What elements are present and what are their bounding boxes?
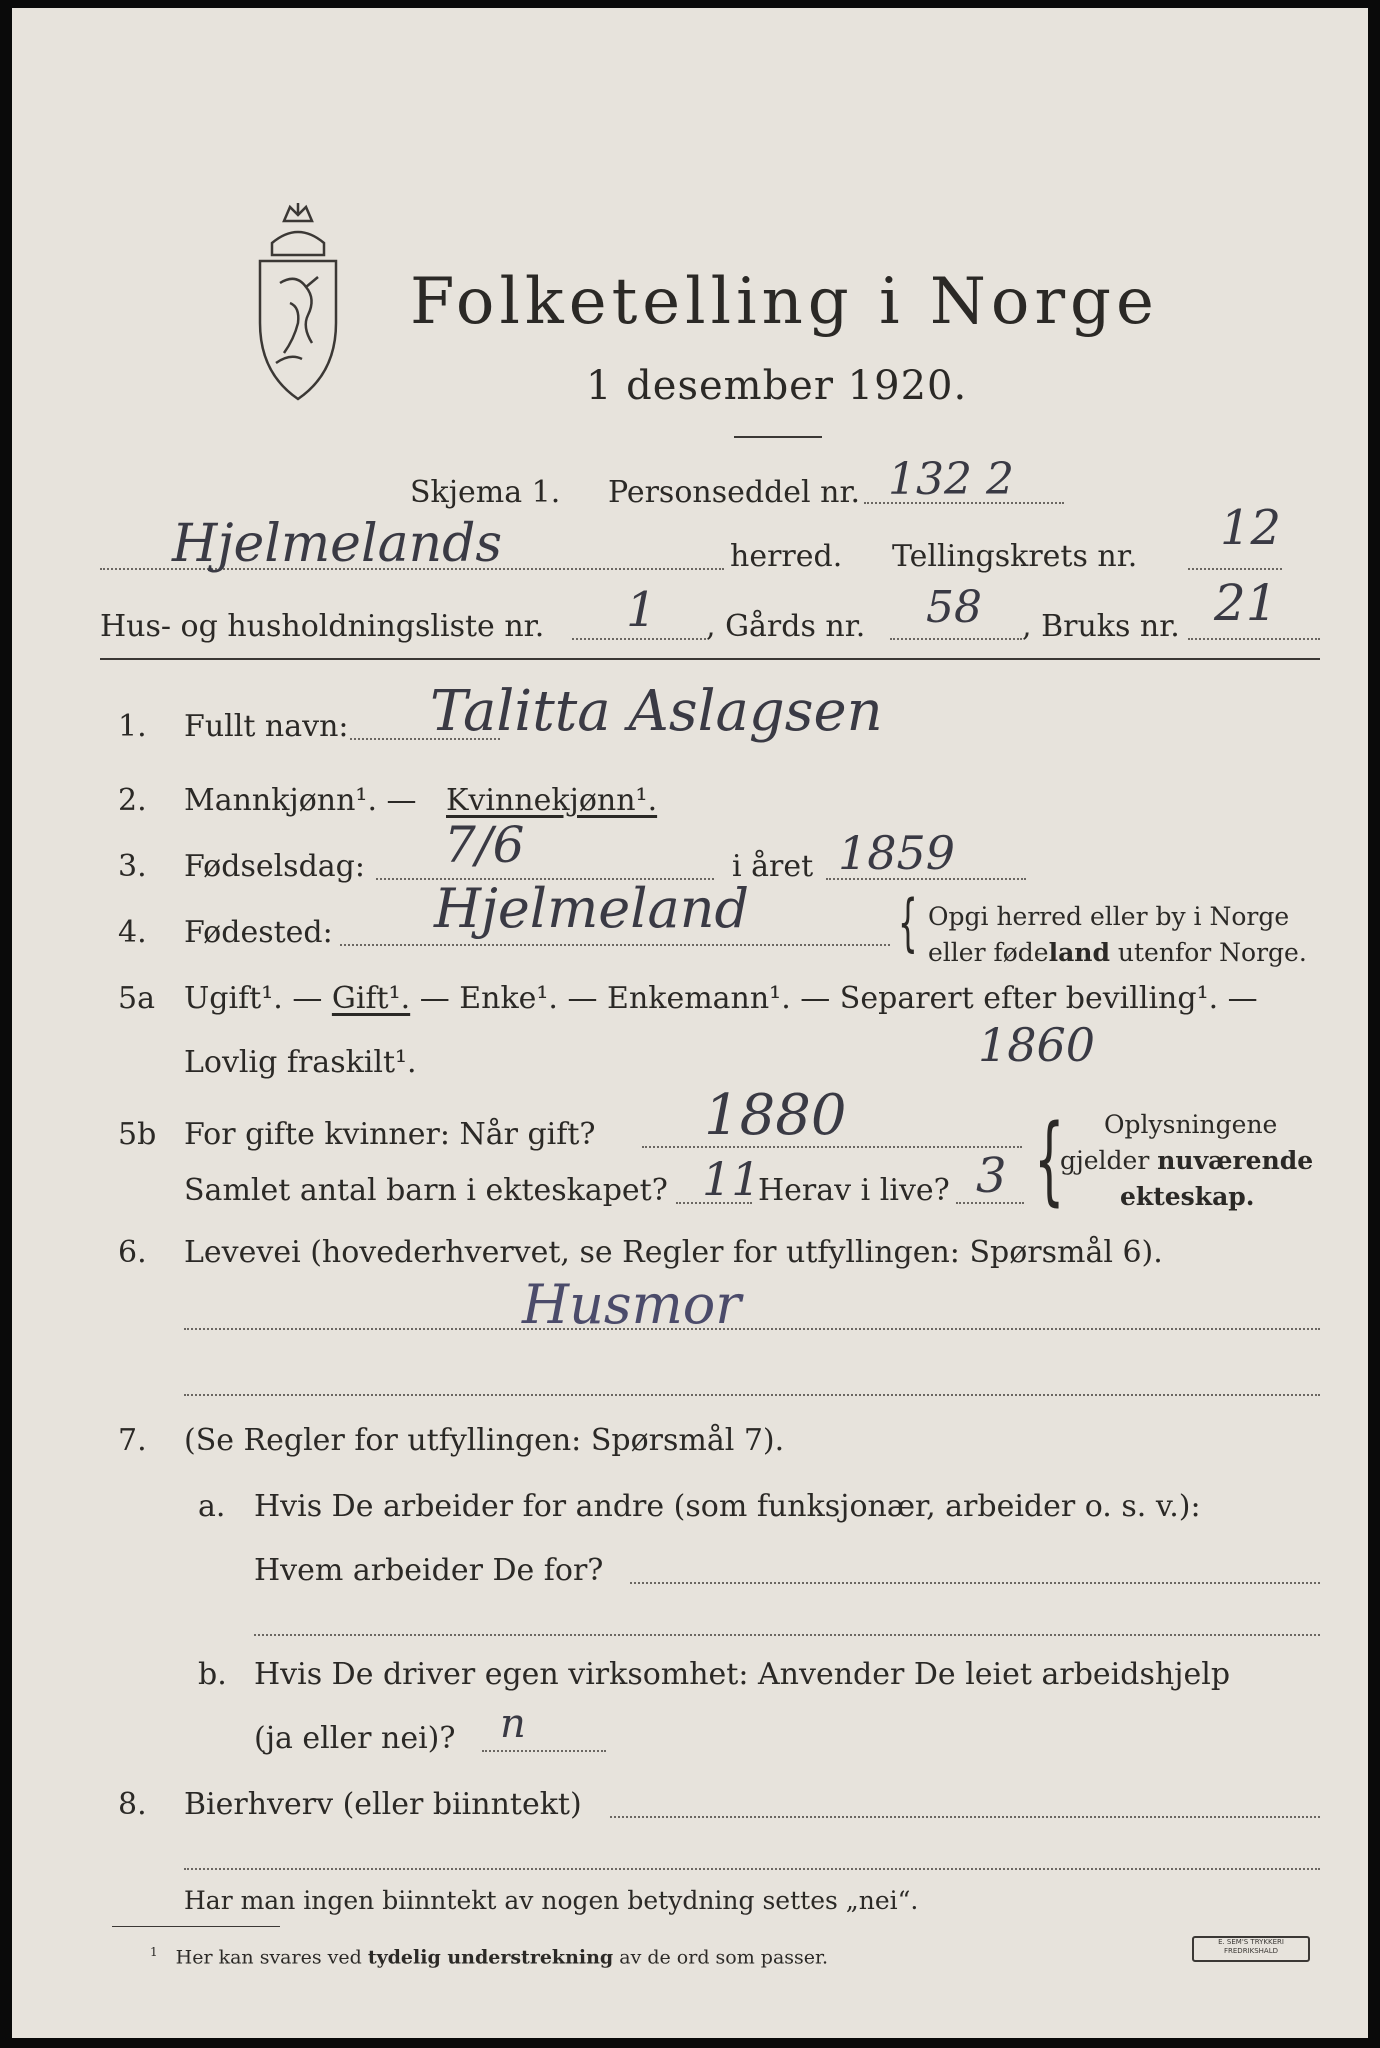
q6-number: 6.	[118, 1235, 147, 1270]
birthday-value: 7/6	[444, 816, 525, 874]
q7a-question: Hvem arbeider De for?	[254, 1553, 604, 1588]
q5a-options: Ugift¹. — Gift¹. — Enke¹. — Enkemann¹. — Separert efter bevilling¹. —	[184, 981, 1258, 1016]
q8-number: 8.	[118, 1787, 147, 1822]
census-form-sheet	[12, 8, 1368, 2038]
gards-label: , Gårds nr.	[706, 609, 866, 644]
tellingskrets-label: Tellingskrets nr.	[892, 539, 1138, 574]
husholdningsliste-value: 1	[626, 582, 657, 638]
bruks-line	[1188, 638, 1320, 640]
children-alive-value: 3	[976, 1148, 1007, 1204]
q5b-note3: ekteskap.	[1120, 1182, 1255, 1211]
q4-note-line1: Opgi herred eller by i Norge	[928, 902, 1290, 931]
q1-number: 1.	[118, 709, 147, 744]
birth-year-value: 1859	[838, 826, 956, 880]
q5b-note1: Oplysningene	[1104, 1110, 1278, 1139]
q8-line1	[610, 1816, 1320, 1818]
birthplace-value: Hjelmeland	[434, 877, 750, 940]
q2-kvinne-underlined: Kvinnekjønn¹.	[446, 783, 658, 818]
census-date: 1 desember 1920.	[586, 363, 968, 409]
q4-brace: {	[898, 886, 918, 959]
husholdningsliste-line	[572, 638, 706, 640]
form-title: Folketelling i Norge	[410, 265, 1159, 339]
q5a-hand-note: 1860	[978, 1018, 1096, 1072]
q7a-label: Hvis De arbeider for andre (som funksjonær, arbeider o. s. v.):	[254, 1489, 1201, 1524]
gards-value: 58	[926, 582, 982, 633]
q5b-barn-label: Samlet antal barn i ekteskapet?	[184, 1173, 668, 1208]
children-total-value: 11	[702, 1152, 761, 1206]
q3-aaret-label: i året	[732, 849, 814, 884]
q3-label: Fødselsdag:	[184, 849, 365, 884]
header-divider	[100, 658, 1320, 660]
q5a-gift-underlined: Gift¹.	[331, 981, 411, 1016]
bruks-label: , Bruks nr.	[1022, 609, 1180, 644]
gards-line	[890, 638, 1022, 640]
q5b-ilive-label: Herav i live?	[758, 1173, 950, 1208]
q5b-brace: {	[1034, 1104, 1065, 1216]
personseddel-value: 132 2	[888, 454, 1014, 505]
q5a-number: 5a	[118, 981, 155, 1016]
q4-label: Fødested:	[184, 915, 333, 950]
q2-number: 2.	[118, 783, 147, 818]
title-divider	[734, 436, 822, 438]
herred-label: herred.	[730, 539, 843, 574]
q8-line2	[184, 1868, 1320, 1870]
q4-line	[340, 944, 890, 946]
q7b-letter: b.	[198, 1657, 227, 1692]
printer-stamp: E. SEM'S TRYKKERI FREDRIKSHALD	[1192, 1936, 1310, 1962]
q7b-value: n	[500, 1701, 526, 1747]
q7b-line	[482, 1750, 606, 1752]
q6-line2	[184, 1394, 1320, 1396]
q5b-number: 5b	[118, 1117, 157, 1152]
q6-label: Levevei (hovederhvervet, se Regler for utfyllingen: Spørsmål 6).	[184, 1235, 1163, 1270]
herred-value: Hjelmelands	[172, 514, 503, 574]
bruks-value: 21	[1214, 574, 1278, 632]
full-name-value: Talitta Aslagsen	[430, 679, 883, 744]
q7b-label: Hvis De driver egen virksomhet: Anvender De leiet arbeidshjelp	[254, 1657, 1231, 1692]
footnote: $^1$ Her kan svares ved tydelig understrekning av de ord som passer.	[150, 1945, 829, 1969]
q5b-label: For gifte kvinner: Når gift?	[184, 1117, 596, 1152]
q7a-line2	[254, 1634, 1320, 1636]
footnote-rule	[112, 1926, 280, 1927]
personseddel-label: Personseddel nr.	[608, 475, 861, 510]
schema-label: Skjema 1.	[410, 475, 561, 510]
norwegian-coat-of-arms-icon	[250, 203, 346, 403]
q7a-letter: a.	[198, 1489, 226, 1524]
tellingskrets-value: 12	[1220, 500, 1282, 556]
q5a-line2: Lovlig fraskilt¹.	[184, 1045, 417, 1080]
q7-number: 7.	[118, 1423, 147, 1458]
q7a-line1	[630, 1582, 1320, 1584]
q6-line1	[184, 1328, 1320, 1330]
q7b-question: (ja eller nei)?	[254, 1721, 456, 1756]
q2-mann: Mannkjønn¹. —	[184, 783, 417, 818]
occupation-value: Husmor	[522, 1273, 742, 1336]
q8-label: Bierhverv (eller biinntekt)	[184, 1787, 582, 1822]
husholdningsliste-label: Hus- og husholdningsliste nr.	[100, 609, 545, 644]
q4-note-line2: eller fødeland utenfor Norge.	[928, 938, 1307, 967]
q1-label: Fullt navn:	[184, 709, 349, 744]
q4-number: 4.	[118, 915, 147, 950]
married-year-value: 1880	[704, 1083, 847, 1148]
q7-label: (Se Regler for utfyllingen: Spørsmål 7).	[184, 1423, 785, 1458]
tellingskrets-line	[1188, 568, 1282, 570]
q5b-note2: gjelder nuværende	[1060, 1146, 1314, 1175]
q3-number: 3.	[118, 849, 147, 884]
note-nei: Har man ingen biinntekt av nogen betydning settes „nei“.	[184, 1886, 919, 1915]
